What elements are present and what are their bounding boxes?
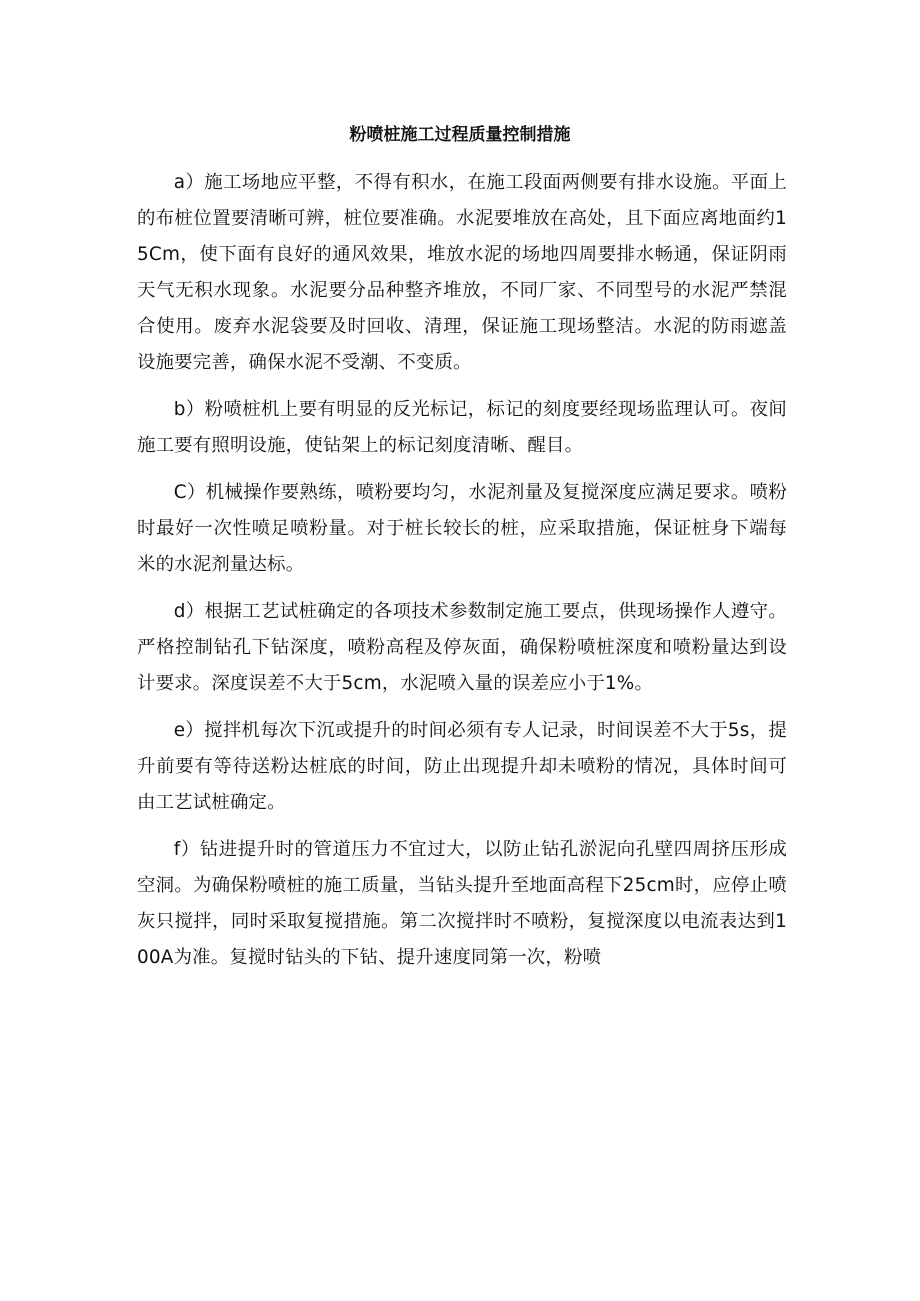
paragraph-c: C）机械操作要熟练，喷粉要均匀，水泥剂量及复搅深度应满足要求。喷粉时最好一次性喷足喷粉量。对于桩长较长的桩，应采取措施，保证桩身下端每米的水泥剂量达标。 [137, 482, 787, 575]
paragraph-b: b）粉喷桩机上要有明显的反光标记，标记的刻度要经现场监理认可。夜间施工要有照明设施，使钻架上的标记刻度清晰、醒目。 [137, 399, 787, 456]
paragraph-d: d）根据工艺试桩确定的各项技术参数制定施工要点，供现场操作人遵守。严格控制钻孔下钻深度，喷粉高程及停灰面，确保粉喷桩深度和喷粉量达到设计要求。深度误差不大于5cm，水泥喷入量的误差应小于1%。 [137, 601, 787, 694]
document-body [137, 165, 787, 987]
paragraph-e: e）搅拌机每次下沉或提升的时间必须有专人记录，时间误差不大于5s，提升前要有等待送粉达桩底的时间，防止出现提升却未喷粉的情况，具体时间可由工艺试桩确定。 [137, 720, 787, 813]
paragraph-f: f）钻进提升时的管道压力不宜过大，以防止钻孔淤泥向孔壁四周挤压形成空洞。为确保粉喷桩的施工质量，当钻头提升至地面高程下25cm时，应停止喷灰只搅拌，同时采取复搅措施。第二次搅拌时不喷粉，复搅深度以电流表达到100A为准。复搅时钻头的下钻、提升速度同第一次，粉喷 [137, 839, 787, 968]
paragraph-a: a）施工场地应平整，不得有积水，在施工段面两侧要有排水设施。平面上的布桩位置要清晰可辨，桩位要准确。水泥要堆放在高处，且下面应离地面约15Cm，使下面有良好的通风效果，堆放水泥的场地四周要排水畅通，保证阴雨天气无积水现象。水泥要分品种整齐堆放，不同厂家、不同型号的水泥严禁混合使用。废弃水泥袋要及时回收、清理，保证施工现场整洁。水泥的防雨遮盖设施要完善，确保水泥不受潮、不变质。 [137, 172, 787, 373]
document-title: 粉喷桩施工过程质量控制措施 [349, 125, 571, 145]
